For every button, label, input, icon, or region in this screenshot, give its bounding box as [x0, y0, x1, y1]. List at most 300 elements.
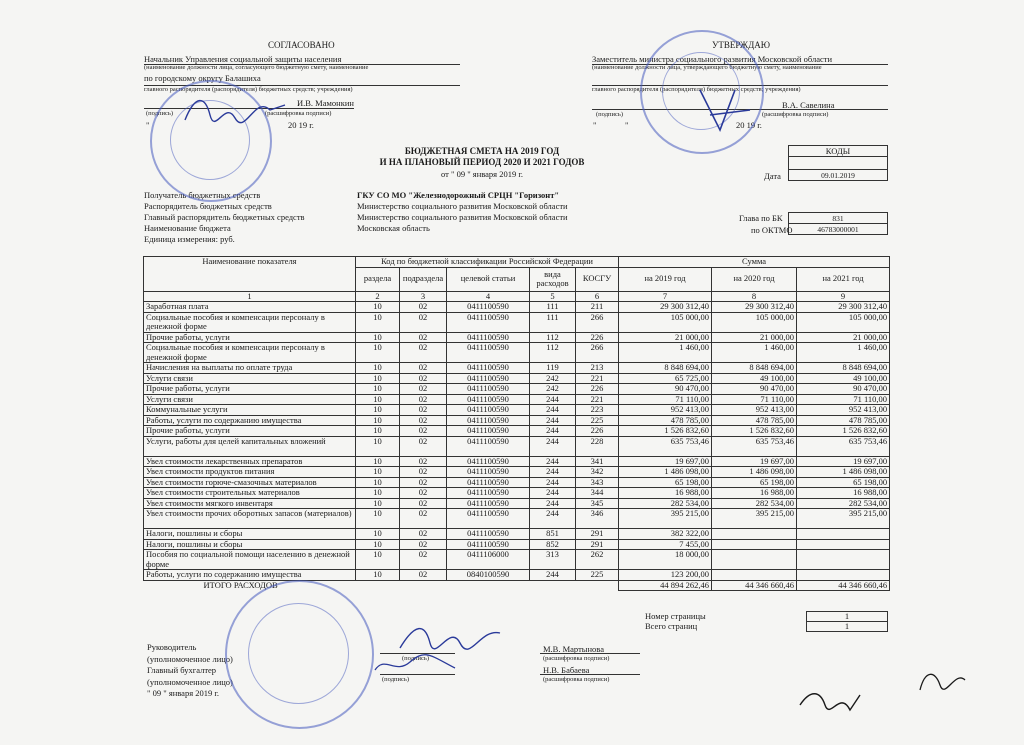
cell-y2: 71 110,00 [712, 394, 797, 405]
signature-bottom-right [795, 680, 865, 730]
cell-k: 266 [576, 312, 619, 332]
cell-y1: 65 198,00 [619, 477, 712, 488]
cell-y2: 16 988,00 [712, 488, 797, 499]
cell-t: 0411100590 [447, 426, 530, 437]
table-row [144, 405, 890, 416]
approved-sig-hint: (подпись) [596, 111, 623, 118]
cell-p: 02 [400, 363, 447, 374]
cell-v: 244 [530, 394, 576, 405]
table-row [144, 570, 890, 581]
col-num: 8 [712, 291, 797, 302]
cell-y3: 21 000,00 [797, 332, 890, 343]
total-label: ИТОГО РАСХОДОВ [203, 580, 278, 590]
cell-y3 [797, 570, 890, 581]
cell-y3: 635 753,46 [797, 436, 890, 456]
table-row [144, 509, 890, 529]
info-value-0: ГКУ СО МО "Железнодорожный СРЦН "Горизонт" [357, 190, 560, 200]
cell-t: 0840100590 [447, 570, 530, 581]
accountant-name-hint: (расшифровка подписи) [543, 676, 610, 683]
cell-k: 266 [576, 343, 619, 363]
cell-t: 0411100590 [447, 509, 530, 529]
cell-k: 342 [576, 467, 619, 478]
cell-y2: 65 198,00 [712, 477, 797, 488]
cell-name: Услуги, работы для целей капитальных вложений [144, 436, 356, 456]
info-label-0: Получатель бюджетных средств [144, 190, 261, 200]
cell-y1: 1 486 098,00 [619, 467, 712, 478]
cell-v: 244 [530, 477, 576, 488]
cell-r: 10 [356, 394, 400, 405]
total-2021: 44 346 660,46 [797, 580, 890, 591]
info-value-2: Министерство социального развития Московской области [357, 212, 568, 222]
cell-y3: 29 300 312,40 [797, 302, 890, 313]
cell-k: 345 [576, 498, 619, 509]
table-row [144, 467, 890, 478]
cell-name: Социальные пособия и компенсации персоналу в денежной форме [144, 312, 356, 332]
cell-y3: 90 470,00 [797, 384, 890, 395]
cell-r: 10 [356, 415, 400, 426]
cell-k: 226 [576, 332, 619, 343]
cell-name: Прочие работы, услуги [144, 384, 356, 395]
cell-k: 344 [576, 488, 619, 499]
info-label-3: Наименование бюджета [144, 223, 231, 233]
approved-name-hint: (расшифровка подписи) [762, 111, 829, 118]
total-pages-label: Всего страниц [645, 621, 698, 631]
cell-t: 0411100590 [447, 332, 530, 343]
cell-t: 0411106000 [447, 550, 530, 570]
cell-name: Работы, услуги по содержанию имущества [144, 415, 356, 426]
cell-name: Налоги, пошлины и сборы [144, 529, 356, 540]
cell-r: 10 [356, 570, 400, 581]
approved-position: Заместитель министра социального развития Московской области [592, 54, 833, 64]
cell-y2 [712, 539, 797, 550]
table-row [144, 436, 890, 456]
col-header-2019: на 2019 год [619, 267, 712, 291]
cell-p: 02 [400, 332, 447, 343]
cell-name: Налоги, пошлины и сборы [144, 539, 356, 550]
cell-y2: 21 000,00 [712, 332, 797, 343]
cell-y1: 635 753,46 [619, 436, 712, 456]
cell-v: 244 [530, 467, 576, 478]
cell-y1: 1 526 832,60 [619, 426, 712, 437]
cell-y2 [712, 570, 797, 581]
col-header-vid: вида расходов [530, 267, 576, 291]
budget-table [143, 256, 890, 591]
table-row [144, 312, 890, 332]
col-num: 2 [356, 291, 400, 302]
cell-t: 0411100590 [447, 405, 530, 416]
cell-y1: 21 000,00 [619, 332, 712, 343]
cell-p: 02 [400, 373, 447, 384]
table-row [144, 477, 890, 488]
cell-k: 226 [576, 384, 619, 395]
cell-y2: 478 785,00 [712, 415, 797, 426]
codes-glava-label: Глава по БК [739, 213, 783, 223]
cell-v: 244 [530, 456, 576, 467]
cell-t: 0411100590 [447, 529, 530, 540]
cell-name: Услуги связи [144, 394, 356, 405]
accountant-label: Главный бухгалтер [147, 665, 217, 675]
cell-t: 0411100590 [447, 312, 530, 332]
table-row [144, 302, 890, 313]
agreed-region: по городскому округу Балашиха [144, 73, 261, 83]
head-name: М.В. Мартынова [543, 644, 604, 654]
cell-y1: 1 460,00 [619, 343, 712, 363]
cell-y1: 282 534,00 [619, 498, 712, 509]
cell-y2: 8 848 694,00 [712, 363, 797, 374]
cell-y2: 49 100,00 [712, 373, 797, 384]
cell-y3: 16 988,00 [797, 488, 890, 499]
cell-y2: 105 000,00 [712, 312, 797, 332]
agreed-date-quote: " [146, 120, 150, 130]
cell-v: 119 [530, 363, 576, 374]
accountant-sig-hint: (подпись) [382, 676, 409, 683]
cell-r: 10 [356, 550, 400, 570]
cell-t: 0411100590 [447, 477, 530, 488]
cell-y1: 105 000,00 [619, 312, 712, 332]
cell-r: 10 [356, 539, 400, 550]
cell-p: 02 [400, 456, 447, 467]
cell-y2: 29 300 312,40 [712, 302, 797, 313]
cell-name: Начисления на выплаты по оплате труда [144, 363, 356, 374]
total-2020: 44 346 660,46 [712, 580, 797, 591]
approved-date-year: 20 19 г. [736, 120, 762, 130]
cell-r: 10 [356, 312, 400, 332]
cell-p: 02 [400, 415, 447, 426]
cell-y1: 16 988,00 [619, 488, 712, 499]
cell-v: 851 [530, 529, 576, 540]
col-header-kosgu: КОСГУ [576, 267, 619, 291]
cell-p: 02 [400, 550, 447, 570]
cell-t: 0411100590 [447, 436, 530, 456]
cell-y3: 395 215,00 [797, 509, 890, 529]
col-header-razdel: раздела [356, 267, 400, 291]
info-label-4: Единица измерения: руб. [144, 234, 235, 244]
cell-p: 02 [400, 539, 447, 550]
cell-r: 10 [356, 477, 400, 488]
cell-r: 10 [356, 405, 400, 416]
col-header-2021: на 2021 год [797, 267, 890, 291]
cell-k: 262 [576, 550, 619, 570]
cell-y3: 71 110,00 [797, 394, 890, 405]
cell-y2: 1 486 098,00 [712, 467, 797, 478]
cell-k: 341 [576, 456, 619, 467]
cell-v: 111 [530, 312, 576, 332]
cell-p: 02 [400, 570, 447, 581]
cell-y1: 71 110,00 [619, 394, 712, 405]
agreed-sig-hint: (подпись) [146, 110, 173, 117]
cell-name: Увел стоимости горюче-смазочных материалов [144, 477, 356, 488]
total-row [144, 580, 890, 591]
codes-oktmo-label: по ОКТМО [751, 225, 793, 235]
cell-p: 02 [400, 529, 447, 540]
cell-k: 291 [576, 529, 619, 540]
cell-p: 02 [400, 405, 447, 416]
cell-t: 0411100590 [447, 384, 530, 395]
cell-y2: 1 460,00 [712, 343, 797, 363]
col-num: 7 [619, 291, 712, 302]
table-row [144, 415, 890, 426]
cell-v: 244 [530, 426, 576, 437]
col-header-code: Код по бюджетной классификации Российской Федерации [356, 257, 619, 268]
cell-v: 244 [530, 509, 576, 529]
col-header-tselevoy: целевой статьи [447, 267, 530, 291]
cell-k: 291 [576, 539, 619, 550]
cell-p: 02 [400, 426, 447, 437]
table-row [144, 384, 890, 395]
accountant-hint: (уполномоченное лицо) [147, 677, 233, 687]
cell-y1: 382 322,00 [619, 529, 712, 540]
cell-y3: 49 100,00 [797, 373, 890, 384]
cell-y1: 18 000,00 [619, 550, 712, 570]
cell-y3: 282 534,00 [797, 498, 890, 509]
cell-p: 02 [400, 467, 447, 478]
cell-v: 111 [530, 302, 576, 313]
cell-y2: 282 534,00 [712, 498, 797, 509]
col-header-sum: Сумма [619, 257, 890, 268]
info-label-2: Главный распорядитель бюджетных средств [144, 212, 305, 222]
cell-t: 0411100590 [447, 539, 530, 550]
agreed-name: И.В. Мамонкин [297, 98, 354, 108]
cell-t: 0411100590 [447, 498, 530, 509]
codes-header: КОДЫ [789, 146, 888, 157]
col-num: 9 [797, 291, 890, 302]
cell-y2: 395 215,00 [712, 509, 797, 529]
table-row [144, 529, 890, 540]
cell-y1: 395 215,00 [619, 509, 712, 529]
cell-v: 242 [530, 384, 576, 395]
cell-y1: 123 200,00 [619, 570, 712, 581]
cell-y1: 952 413,00 [619, 405, 712, 416]
codes-glava-value: 831 [789, 213, 888, 224]
approved-org-hint: главного распорядителя (распорядителя) бюджетных средств; учреждения) [592, 86, 801, 93]
cell-y3: 105 000,00 [797, 312, 890, 332]
agreed-title: СОГЛАСОВАНО [268, 40, 335, 50]
head-name-hint: (расшифровка подписи) [543, 655, 610, 662]
cell-r: 10 [356, 488, 400, 499]
table-row [144, 363, 890, 374]
approved-name: В.А. Савелина [782, 100, 835, 110]
col-num: 4 [447, 291, 530, 302]
total-2019: 44 894 262,46 [619, 580, 712, 591]
col-header-name: Наименование показателя [144, 257, 356, 292]
total-pages-value: 1 [806, 621, 888, 632]
cell-t: 0411100590 [447, 363, 530, 374]
head-sig-hint: (подпись) [402, 655, 429, 662]
cell-r: 10 [356, 529, 400, 540]
signature-accountant [370, 650, 460, 680]
cell-k: 221 [576, 373, 619, 384]
col-num: 5 [530, 291, 576, 302]
signature-corner [915, 665, 970, 700]
agreed-date-year: 20 19 г. [288, 120, 314, 130]
cell-name: Увел стоимости продуктов питания [144, 467, 356, 478]
agreed-org-hint: главного распорядителя (распорядителя) бюджетных средств; учреждения) [144, 86, 353, 93]
cell-y2 [712, 529, 797, 540]
cell-y2: 635 753,46 [712, 436, 797, 456]
codes-table [788, 145, 888, 181]
cell-y3: 19 697,00 [797, 456, 890, 467]
cell-v: 112 [530, 332, 576, 343]
cell-y3: 65 198,00 [797, 477, 890, 488]
footer-date: " 09 " января 2019 г. [147, 688, 220, 698]
col-num: 6 [576, 291, 619, 302]
cell-k: 346 [576, 509, 619, 529]
cell-t: 0411100590 [447, 302, 530, 313]
cell-name: Прочие работы, услуги [144, 426, 356, 437]
cell-t: 0411100590 [447, 394, 530, 405]
cell-name: Прочие работы, услуги [144, 332, 356, 343]
cell-r: 10 [356, 467, 400, 478]
cell-t: 0411100590 [447, 456, 530, 467]
cell-p: 02 [400, 436, 447, 456]
cell-y2: 952 413,00 [712, 405, 797, 416]
doc-date: от " 09 " января 2019 г. [441, 169, 523, 179]
table-row [144, 488, 890, 499]
info-value-3: Московская область [357, 223, 430, 233]
cell-y3 [797, 529, 890, 540]
cell-name: Социальные пособия и компенсации персоналу в денежной форме [144, 343, 356, 363]
cell-name: Заработная плата [144, 302, 356, 313]
col-num: 3 [400, 291, 447, 302]
cell-y3 [797, 539, 890, 550]
cell-p: 02 [400, 477, 447, 488]
cell-p: 02 [400, 498, 447, 509]
column-numbers-row [144, 291, 890, 302]
cell-t: 0411100590 [447, 488, 530, 499]
cell-k: 228 [576, 436, 619, 456]
cell-p: 02 [400, 302, 447, 313]
cell-y1: 90 470,00 [619, 384, 712, 395]
cell-y3: 1 526 832,60 [797, 426, 890, 437]
cell-k: 211 [576, 302, 619, 313]
cell-k: 221 [576, 394, 619, 405]
table-row [144, 343, 890, 363]
approved-date-quote: " [593, 120, 597, 130]
cell-p: 02 [400, 312, 447, 332]
cell-v: 242 [530, 373, 576, 384]
approved-title: УТВЕРЖДАЮ [712, 40, 771, 50]
table-row [144, 332, 890, 343]
codes-table-2 [788, 212, 888, 235]
cell-name: Увел стоимости строительных материалов [144, 488, 356, 499]
cell-p: 02 [400, 509, 447, 529]
table-row [144, 373, 890, 384]
cell-t: 0411100590 [447, 467, 530, 478]
cell-r: 10 [356, 436, 400, 456]
page-number-label: Номер страницы [645, 611, 706, 621]
page-number-value: 1 [806, 611, 888, 622]
table-row [144, 456, 890, 467]
agreed-position: Начальник Управления социальной защиты населения [144, 54, 342, 64]
cell-r: 10 [356, 363, 400, 374]
col-num: 1 [144, 291, 356, 302]
head-hint: (уполномоченное лицо) [147, 654, 233, 664]
table-row [144, 426, 890, 437]
cell-v: 244 [530, 415, 576, 426]
signature-right-header [690, 85, 760, 135]
cell-v: 244 [530, 498, 576, 509]
cell-r: 10 [356, 343, 400, 363]
info-value-1: Министерство социального развития Московской области [357, 201, 568, 211]
cell-y2: 19 697,00 [712, 456, 797, 467]
cell-v: 852 [530, 539, 576, 550]
cell-k: 226 [576, 426, 619, 437]
cell-y3: 952 413,00 [797, 405, 890, 416]
cell-r: 10 [356, 498, 400, 509]
cell-p: 02 [400, 384, 447, 395]
table-row [144, 498, 890, 509]
cell-name: Увел стоимости мягкого инвентаря [144, 498, 356, 509]
cell-r: 10 [356, 426, 400, 437]
codes-oktmo-value: 46783000001 [789, 224, 888, 235]
cell-name: Коммунальные услуги [144, 405, 356, 416]
cell-name: Услуги связи [144, 373, 356, 384]
cell-name: Увел стоимости лекарственных препаратов [144, 456, 356, 467]
cell-y3 [797, 550, 890, 570]
cell-y1: 19 697,00 [619, 456, 712, 467]
agreed-position-hint: (наименование должности лица, согласующего бюджетную смету, наименование [144, 64, 369, 71]
cell-v: 313 [530, 550, 576, 570]
cell-y2 [712, 550, 797, 570]
cell-y2: 1 526 832,60 [712, 426, 797, 437]
cell-r: 10 [356, 332, 400, 343]
cell-v: 112 [530, 343, 576, 363]
cell-y3: 478 785,00 [797, 415, 890, 426]
table-row [144, 550, 890, 570]
cell-y1: 65 725,00 [619, 373, 712, 384]
cell-k: 225 [576, 415, 619, 426]
cell-t: 0411100590 [447, 343, 530, 363]
cell-y2: 90 470,00 [712, 384, 797, 395]
cell-v: 244 [530, 488, 576, 499]
cell-p: 02 [400, 343, 447, 363]
cell-r: 10 [356, 384, 400, 395]
cell-v: 244 [530, 570, 576, 581]
cell-name: Работы, услуги по содержанию имущества [144, 570, 356, 581]
cell-y1: 7 455,00 [619, 539, 712, 550]
doc-title-line2: И НА ПЛАНОВЫЙ ПЕРИОД 2020 И 2021 ГОДОВ [379, 157, 585, 167]
cell-y1: 29 300 312,40 [619, 302, 712, 313]
cell-k: 225 [576, 570, 619, 581]
col-header-podrazdel: подраздела [400, 267, 447, 291]
cell-y3: 1 486 098,00 [797, 467, 890, 478]
col-header-2020: на 2020 год [712, 267, 797, 291]
codes-date-value: 09.01.2019 [789, 170, 888, 181]
cell-k: 223 [576, 405, 619, 416]
cell-k: 343 [576, 477, 619, 488]
cell-r: 10 [356, 456, 400, 467]
cell-r: 10 [356, 373, 400, 384]
cell-p: 02 [400, 488, 447, 499]
doc-title-line1: БЮДЖЕТНАЯ СМЕТА НА 2019 ГОД [404, 146, 560, 156]
stamp-footer-inner [248, 603, 349, 704]
cell-t: 0411100590 [447, 415, 530, 426]
cell-k: 213 [576, 363, 619, 374]
head-label: Руководитель [147, 642, 197, 652]
table-row [144, 394, 890, 405]
cell-y1: 8 848 694,00 [619, 363, 712, 374]
table-row [144, 539, 890, 550]
signature-left-header [180, 90, 290, 130]
cell-r: 10 [356, 509, 400, 529]
cell-t: 0411100590 [447, 373, 530, 384]
cell-name: Увел стоимости прочих оборотных запасов (материалов) [144, 509, 356, 529]
accountant-name: Н.В. Бабаева [543, 665, 590, 675]
cell-name: Пособия по социальной помощи населению в денежной форме [144, 550, 356, 570]
cell-v: 244 [530, 405, 576, 416]
cell-v: 244 [530, 436, 576, 456]
cell-p: 02 [400, 394, 447, 405]
